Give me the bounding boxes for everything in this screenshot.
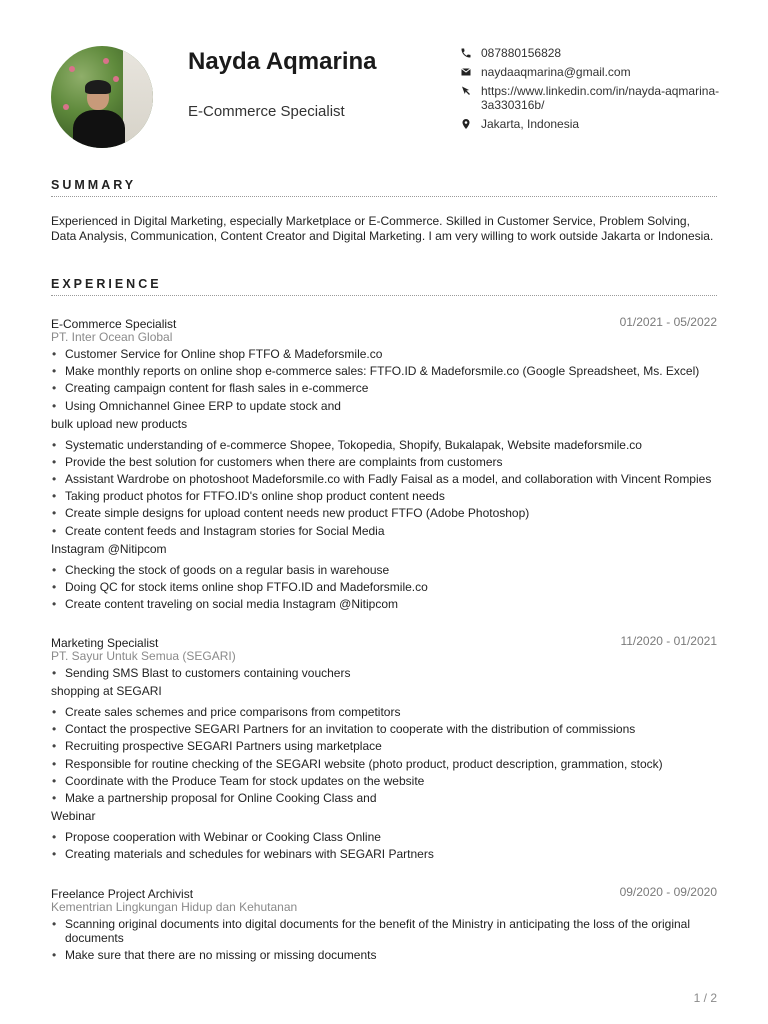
summary-divider [51,196,717,197]
email-icon [460,66,472,78]
job-bullets [51,917,717,962]
job-title: E-Commerce Specialist [51,317,177,331]
job-bullet: • Creating campaign content for flash sales in e-commerce [51,381,717,395]
summary-text: Experienced in Digital Marketing, especially Marketplace or E-Commerce. Skilled in Customer Service, Problem Solving, Data Analysis, Communication, Content Creator and Digital Marketing. I am very willing to work outside Jakarta or Indonesia. [51,214,714,243]
candidate-role: E-Commerce Specialist [188,103,345,120]
job-bullet: • Create sales schemes and price comparisons from competitors [51,705,717,719]
job-bullet: • Propose cooperation with Webinar or Cooking Class Online [51,830,717,844]
job-bullets [51,830,717,861]
phone-icon [460,47,472,59]
job-dates: 09/2020 - 09/2020 [619,885,717,899]
job-dates: 01/2021 - 05/2022 [619,315,717,329]
job-bullet: • Create simple designs for upload content needs new product FTFO (Adobe Photoshop) [51,506,717,520]
photo-flower [63,104,69,110]
summary-heading: SUMMARY [51,178,137,192]
job-entry [51,885,717,965]
contact-list [460,46,720,136]
job-bullets [51,438,717,538]
job-bullet: • Doing QC for stock items online shop FTFO.ID and Madeforsmile.co [51,580,717,594]
photo-flower [103,58,109,64]
photo-person-body [73,110,125,148]
job-title: Marketing Specialist [51,636,159,650]
job-bullet: • Checking the stock of goods on a regular basis in warehouse [51,563,717,577]
job-bullet: • Coordinate with the Produce Team for stock updates on the website [51,774,717,788]
job-bullet: • Contact the prospective SEGARI Partners for an invitation to cooperate with the distribution of commissions [51,722,717,736]
contact-linkedin[interactable] [460,84,720,112]
contact-email-text: naydaaqmarina@gmail.com [481,65,631,79]
job-bullets [51,666,717,680]
job-bullet: • Create content feeds and Instagram stories for Social Media [51,524,717,538]
experience-divider [51,295,717,296]
job-bullet: • Systematic understanding of e-commerce Shopee, Tokopedia, Shopify, Bukalapak, Website madeforsmile.co [51,438,717,452]
job-bullet: • Using Omnichannel Ginee ERP to update stock and [51,399,717,413]
job-bullets [51,705,717,805]
job-paragraph: bulk upload new products [51,416,188,431]
contact-phone-text: 087880156828 [481,46,562,60]
contact-email[interactable] [460,65,720,79]
profile-photo [51,46,153,148]
job-bullets [51,563,717,611]
photo-flower [69,66,75,72]
contact-linkedin-text: https://www.linkedin.com/in/nayda-aqmarina-3a330316b/ [481,84,720,112]
contact-location-text: Jakarta, Indonesia [481,117,580,131]
job-company: PT. Inter Ocean Global [51,330,173,344]
job-bullet: • Sending SMS Blast to customers containing vouchers [51,666,717,680]
location-icon [460,118,472,130]
job-bullet: • Taking product photos for FTFO.ID's online shop product content needs [51,489,717,503]
job-bullet: • Provide the best solution for customers when there are complaints from customers [51,455,717,469]
job-paragraph: Instagram @Nitipcom [51,541,167,556]
experience-heading: EXPERIENCE [51,277,162,291]
job-entry [51,634,717,864]
photo-wall [123,46,153,148]
job-paragraph: shopping at SEGARI [51,684,162,698]
contact-phone[interactable] [460,46,720,60]
photo-flower [113,76,119,82]
job-entry [51,315,717,614]
job-dates: 11/2020 - 01/2021 [620,634,717,648]
job-paragraph: Webinar [51,808,96,823]
photo-person-hair [85,80,111,94]
job-bullet: • Customer Service for Online shop FTFO & Madeforsmile.co [51,347,717,361]
job-bullet: • Make monthly reports on online shop e-commerce sales: FTFO.ID & Madeforsmile.co (Google Spreadsheet, Ms. Excel) [51,364,717,378]
job-company: PT. Sayur Untuk Semua (SEGARI) [51,649,236,663]
job-bullet: • Assistant Wardrobe on photoshoot Madeforsmile.co with Fadly Faisal as a model, and collaboration with Vincent Rompies [51,472,717,486]
job-bullet: • Create content traveling on social media Instagram @Nitipcom [51,597,717,611]
job-header [51,315,717,330]
candidate-name: Nayda Aqmarina [188,48,377,75]
page-number: 1 / 2 [693,991,717,1005]
job-bullets [51,347,717,413]
job-bullet: • Make sure that there are no missing or missing documents [51,948,717,962]
job-bullet: • Recruiting prospective SEGARI Partners using marketplace [51,739,717,753]
job-bullet: • Scanning original documents into digital documents for the benefit of the Ministry in anticipating the loss of the original documents [51,917,717,945]
job-company: Kementrian Lingkungan Hidup dan Kehutanan [51,900,298,914]
job-bullet: • Responsible for routine checking of the SEGARI website (photo product, product description, grammation, stock) [51,757,717,771]
contact-location [460,117,720,131]
link-icon [460,85,472,97]
job-header [51,634,717,649]
job-header [51,885,717,900]
job-bullet: • Creating materials and schedules for webinars with SEGARI Partners [51,847,717,861]
job-bullet: • Make a partnership proposal for Online Cooking Class and [51,791,717,805]
job-title: Freelance Project Archivist [51,887,194,901]
